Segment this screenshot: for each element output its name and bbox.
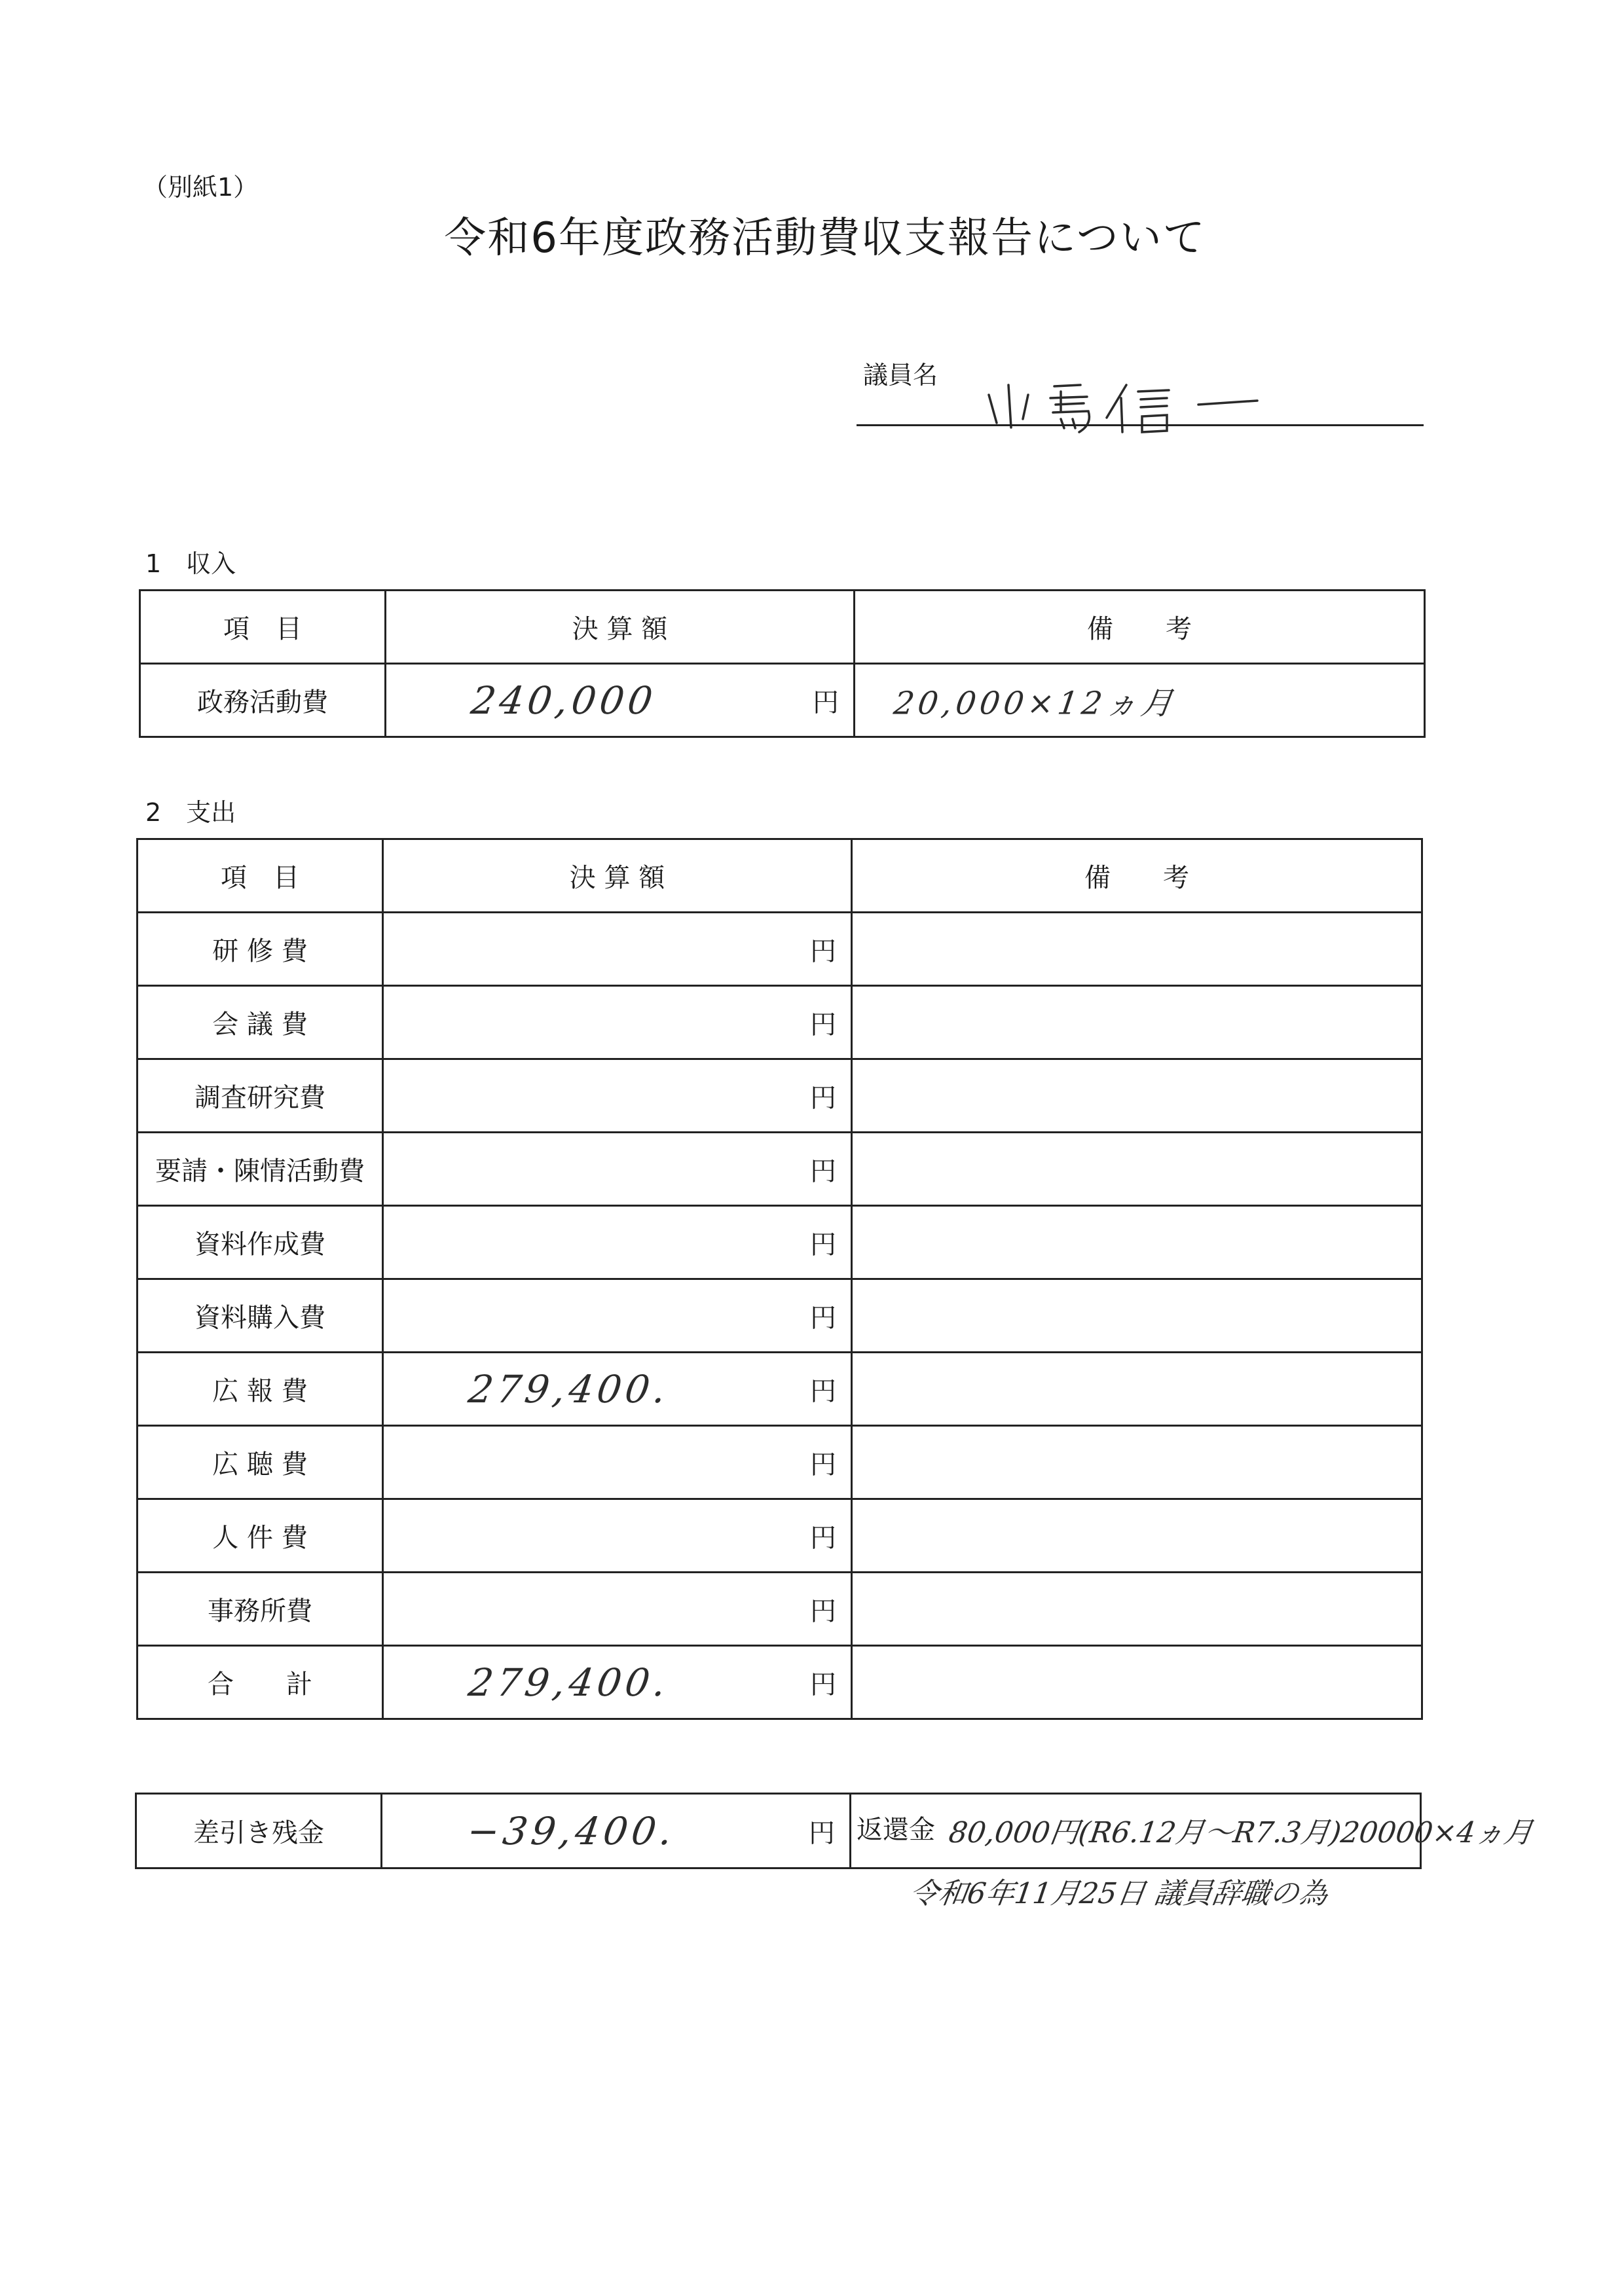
expense-amount-cell bbox=[383, 1499, 852, 1573]
refund-label: 返還金 bbox=[857, 1815, 935, 1845]
yen-unit: 円 bbox=[810, 1449, 836, 1480]
expense-item: 調査研究費 bbox=[138, 1059, 383, 1133]
yen-unit: 円 bbox=[810, 1156, 836, 1186]
expense-row-petition bbox=[138, 1133, 1422, 1206]
income-amount: 240,000 bbox=[468, 678, 659, 723]
balance-table bbox=[135, 1793, 1536, 1869]
expense-header-row bbox=[138, 839, 1422, 913]
expense-amount: 279,400. bbox=[466, 1366, 673, 1412]
expense-section-label: 2 支出 bbox=[145, 798, 236, 827]
expense-row-training bbox=[138, 913, 1422, 986]
expense-item: 会 議 費 bbox=[138, 986, 383, 1059]
yen-unit: 円 bbox=[810, 1669, 836, 1700]
expense-note bbox=[852, 1206, 1422, 1279]
income-row bbox=[140, 664, 1425, 737]
balance-amount: −39,400. bbox=[464, 1808, 679, 1853]
income-note-cell bbox=[855, 664, 1425, 737]
yen-unit: 円 bbox=[810, 1010, 836, 1040]
expense-amount: 279,400. bbox=[466, 1660, 673, 1705]
expense-item: 合 計 bbox=[138, 1646, 383, 1719]
expense-item: 広 聴 費 bbox=[138, 1426, 383, 1499]
expense-amount-cell bbox=[383, 1133, 852, 1206]
header-item: 項 目 bbox=[138, 839, 383, 913]
expense-table bbox=[136, 838, 1423, 1720]
yen-unit: 円 bbox=[813, 687, 839, 718]
expense-note bbox=[852, 1646, 1422, 1719]
expense-item: 研 修 費 bbox=[138, 913, 383, 986]
income-section-label: 1 収入 bbox=[145, 549, 236, 578]
income-amount-cell bbox=[386, 664, 855, 737]
expense-row-meeting bbox=[138, 986, 1422, 1059]
expense-item: 事務所費 bbox=[138, 1573, 383, 1646]
expense-row-hearing bbox=[138, 1426, 1422, 1499]
member-signature bbox=[982, 372, 1310, 437]
annex-label: （別紙1） bbox=[143, 173, 259, 202]
yen-unit: 円 bbox=[810, 1596, 836, 1626]
balance-item: 差引き残金 bbox=[136, 1794, 382, 1868]
expense-row-office bbox=[138, 1573, 1422, 1646]
income-header-row bbox=[140, 591, 1425, 664]
yen-unit: 円 bbox=[810, 1230, 836, 1260]
expense-item: 要請・陳情活動費 bbox=[138, 1133, 383, 1206]
header-item: 項 目 bbox=[140, 591, 386, 664]
expense-row-total bbox=[138, 1646, 1422, 1719]
yen-unit: 円 bbox=[810, 1083, 836, 1113]
member-name-underline bbox=[857, 424, 1424, 426]
income-item: 政務活動費 bbox=[140, 664, 386, 737]
expense-amount-cell bbox=[383, 1646, 852, 1719]
expense-note bbox=[852, 1499, 1422, 1573]
expense-row-document-purchase bbox=[138, 1279, 1422, 1353]
yen-unit: 円 bbox=[810, 1376, 836, 1406]
expense-amount-cell bbox=[383, 1573, 852, 1646]
income-note: 20,000×12ヵ月 bbox=[891, 685, 1179, 721]
expense-note bbox=[852, 1059, 1422, 1133]
resignation-note: 令和6年11月25日 議員辞職の為 bbox=[907, 1877, 1330, 1910]
expense-amount-cell bbox=[383, 1206, 852, 1279]
expense-note bbox=[852, 1353, 1422, 1426]
expense-row-publicity bbox=[138, 1353, 1422, 1426]
expense-amount-cell bbox=[383, 1279, 852, 1353]
page-title: 令和6年度政務活動費収支報告について bbox=[444, 214, 1206, 263]
income-table bbox=[139, 589, 1426, 738]
expense-amount-cell bbox=[383, 913, 852, 986]
expense-amount-cell bbox=[383, 986, 852, 1059]
expense-amount-cell bbox=[383, 1353, 852, 1426]
expense-item: 広 報 費 bbox=[138, 1353, 383, 1426]
yen-unit: 円 bbox=[809, 1818, 835, 1848]
balance-note-cell bbox=[851, 1794, 1536, 1868]
expense-note bbox=[852, 1573, 1422, 1646]
expense-row-personnel bbox=[138, 1499, 1422, 1573]
expense-note bbox=[852, 913, 1422, 986]
refund-note: 80,000円(R6.12月〜R7.3月)20000×4ヵ月 bbox=[946, 1816, 1536, 1850]
expense-item: 資料作成費 bbox=[138, 1206, 383, 1279]
header-amount: 決 算 額 bbox=[383, 839, 852, 913]
balance-row bbox=[136, 1794, 1421, 1868]
expense-note bbox=[852, 1426, 1422, 1499]
expense-note bbox=[852, 1133, 1422, 1206]
expense-row-research bbox=[138, 1059, 1422, 1133]
yen-unit: 円 bbox=[810, 1523, 836, 1553]
expense-amount-cell bbox=[383, 1059, 852, 1133]
yen-unit: 円 bbox=[810, 936, 836, 966]
member-name-label: 議員名 bbox=[863, 361, 938, 390]
expense-row-document-creation bbox=[138, 1206, 1422, 1279]
header-note: 備 考 bbox=[855, 591, 1425, 664]
expense-item: 人 件 費 bbox=[138, 1499, 383, 1573]
yen-unit: 円 bbox=[810, 1303, 836, 1333]
expense-note bbox=[852, 1279, 1422, 1353]
expense-item: 資料購入費 bbox=[138, 1279, 383, 1353]
header-amount: 決 算 額 bbox=[386, 591, 855, 664]
expense-amount-cell bbox=[383, 1426, 852, 1499]
expense-note bbox=[852, 986, 1422, 1059]
balance-amount-cell bbox=[382, 1794, 851, 1868]
header-note: 備 考 bbox=[852, 839, 1422, 913]
